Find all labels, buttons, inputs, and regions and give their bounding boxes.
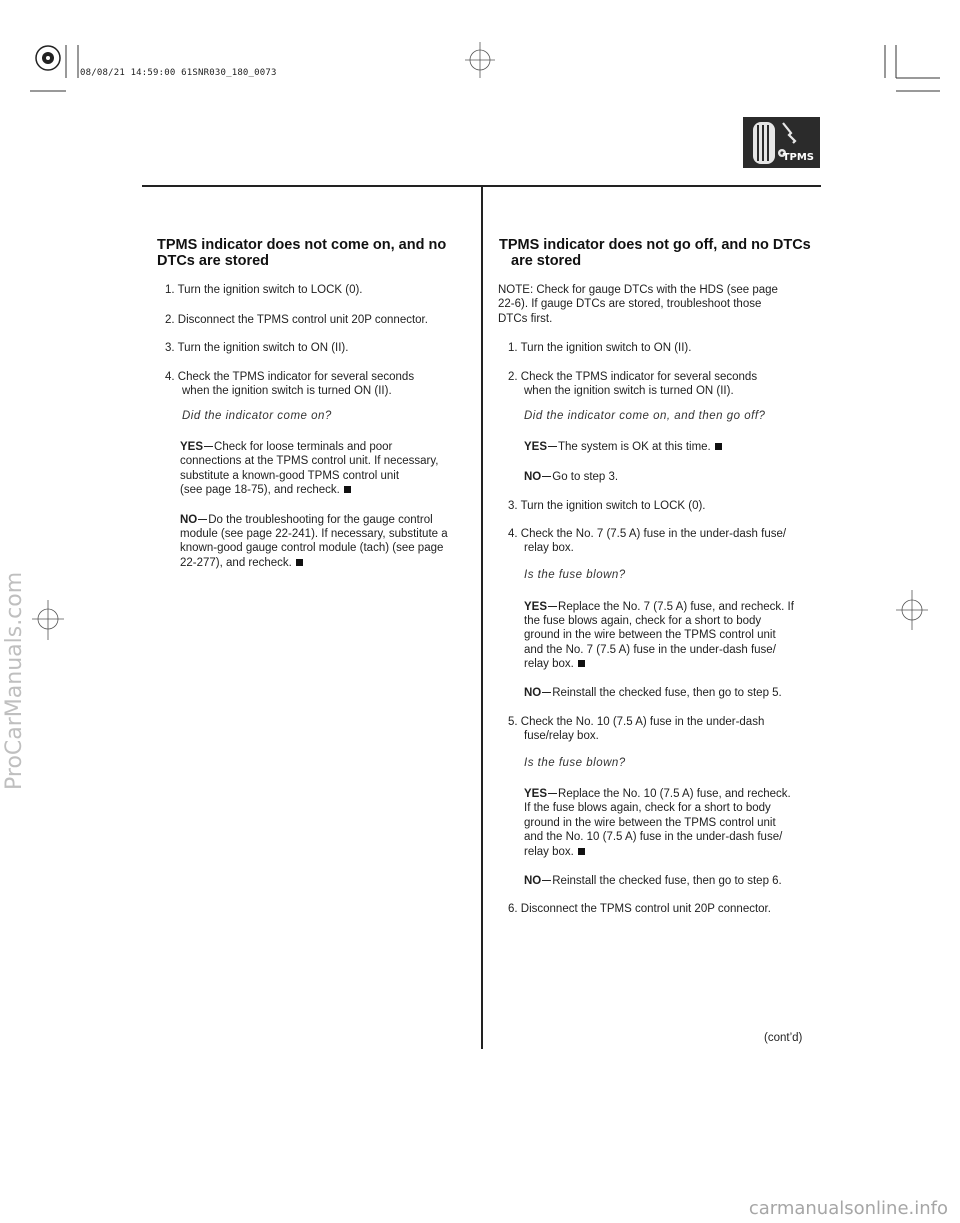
em-dash	[204, 446, 213, 447]
em-dash	[542, 692, 551, 693]
no-label: NO	[524, 471, 542, 483]
end-mark-icon	[296, 559, 303, 566]
left-no-line4	[180, 556, 303, 571]
continued-label: (cont’d)	[764, 1032, 803, 1044]
right-step-2-line2: when the ignition switch is turned ON (II).	[524, 385, 734, 397]
right-no-2	[524, 686, 782, 701]
em-dash	[542, 880, 551, 881]
left-step-4-line1: 4. Check the TPMS indicator for several seconds	[165, 371, 415, 383]
em-dash	[198, 519, 207, 520]
left-yes-line2: connections at the TPMS control unit. If necessary,	[180, 455, 439, 467]
end-mark-icon	[578, 660, 585, 667]
left-step-3: 3. Turn the ignition switch to ON (II).	[165, 342, 349, 354]
column-divider	[481, 187, 483, 1049]
right-question-2: Is the fuse blown?	[524, 569, 626, 581]
left-section-title-line1: TPMS indicator does not come on, and no	[157, 237, 447, 253]
right-yes-3-line3: ground in the wire between the TPMS control unit	[524, 817, 776, 829]
badge-label: TPMS	[782, 152, 814, 163]
right-yes-1	[524, 440, 722, 455]
yes-label: YES	[524, 441, 548, 453]
right-yes-3-line2: If the fuse blows again, check for a short to body	[524, 802, 771, 814]
left-yes-text-end: (see page 18-75), and recheck.	[180, 484, 340, 496]
right-yes-2-line5	[524, 657, 585, 672]
right-no-1-text: Go to step 3.	[552, 471, 619, 483]
right-step-4-line1: 4. Check the No. 7 (7.5 A) fuse in the under-dash fuse/	[508, 528, 787, 540]
left-yes-text: Check for loose terminals and poor	[214, 441, 393, 453]
right-yes-2-line3: ground in the wire between the TPMS control unit	[524, 629, 776, 641]
right-note-line2: 22-6). If gauge DTCs are stored, troubleshoot those	[498, 298, 762, 310]
right-yes-1-text: The system is OK at this time.	[558, 441, 711, 453]
no-label: NO	[524, 687, 542, 699]
left-no-line2: module (see page 22-241). If necessary, substitute a	[180, 528, 448, 540]
right-note-line1: NOTE: Check for gauge DTCs with the HDS (see page	[498, 284, 778, 296]
left-question: Did the indicator come on?	[182, 410, 332, 422]
right-step-4-line2: relay box.	[524, 542, 574, 554]
em-dash	[542, 476, 551, 477]
right-yes-3-text-end: relay box.	[524, 846, 574, 858]
print-stamp: 08/08/21 14:59:00 61SNR030_180_0073	[80, 68, 277, 78]
right-yes-2-line2: the fuse blows again, check for a short to body	[524, 615, 762, 627]
yes-label: YES	[524, 601, 548, 613]
end-mark-icon	[344, 486, 351, 493]
right-yes-3-line4: and the No. 10 (7.5 A) fuse in the under-dash fuse/	[524, 831, 783, 843]
right-yes-2-line4: and the No. 7 (7.5 A) fuse in the under-dash fuse/	[524, 644, 776, 656]
em-dash	[548, 793, 557, 794]
yes-label: YES	[524, 788, 548, 800]
end-mark-icon	[578, 848, 585, 855]
right-yes-3-line5	[524, 845, 585, 860]
left-no-text-end: 22-277), and recheck.	[180, 557, 292, 569]
right-section-title-line2: are stored	[511, 253, 582, 269]
right-step-6: 6. Disconnect the TPMS control unit 20P connector.	[508, 903, 771, 915]
left-yes-line4	[180, 483, 351, 498]
side-watermark: ProCarManuals.com	[2, 571, 27, 790]
right-no-3-text: Reinstall the checked fuse, then go to step 6.	[552, 875, 782, 887]
right-step-1: 1. Turn the ignition switch to ON (II).	[508, 342, 692, 354]
right-section-title-line1: TPMS indicator does not go off, and no DTCs	[499, 237, 811, 253]
right-yes-3-text: Replace the No. 10 (7.5 A) fuse, and recheck.	[558, 788, 791, 800]
left-step-2: 2. Disconnect the TPMS control unit 20P connector.	[165, 314, 428, 326]
right-question-1: Did the indicator come on, and then go off?	[524, 410, 766, 422]
no-label: NO	[180, 514, 198, 526]
left-yes-line3: substitute a known-good TPMS control unit	[180, 470, 400, 482]
tpms-section-badge	[743, 117, 820, 168]
em-dash	[548, 606, 557, 607]
right-no-3	[524, 874, 782, 889]
footer-watermark: carmanualsonline.info	[748, 1198, 948, 1219]
left-no-line3: known-good gauge control module (tach) (see page	[180, 542, 444, 554]
right-step-3: 3. Turn the ignition switch to LOCK (0).	[508, 500, 706, 512]
end-mark-icon	[715, 443, 722, 450]
no-label: NO	[524, 875, 542, 887]
left-step-1: 1. Turn the ignition switch to LOCK (0).	[165, 284, 363, 296]
right-no-2-text: Reinstall the checked fuse, then go to step 5.	[552, 687, 782, 699]
left-yes-line1	[180, 440, 392, 455]
left-section-title-line2: DTCs are stored	[157, 253, 270, 269]
em-dash	[548, 446, 557, 447]
left-no-text: Do the troubleshooting for the gauge control	[208, 514, 433, 526]
right-yes-2-line1	[524, 600, 794, 615]
right-question-3: Is the fuse blown?	[524, 757, 626, 769]
right-step-2-line1: 2. Check the TPMS indicator for several seconds	[508, 371, 758, 383]
right-step-5-line2: fuse/relay box.	[524, 730, 599, 742]
right-yes-2-text-end: relay box.	[524, 658, 574, 670]
right-yes-3-line1	[524, 787, 791, 802]
left-no-line1	[180, 513, 433, 528]
right-no-1	[524, 470, 618, 485]
right-yes-2-text: Replace the No. 7 (7.5 A) fuse, and recheck. If	[558, 601, 794, 613]
right-step-5-line1: 5. Check the No. 10 (7.5 A) fuse in the under-dash	[508, 716, 765, 728]
left-step-4-line2: when the ignition switch is turned ON (II).	[182, 385, 392, 397]
right-note-line3: DTCs first.	[498, 313, 553, 325]
yes-label: YES	[180, 441, 204, 453]
